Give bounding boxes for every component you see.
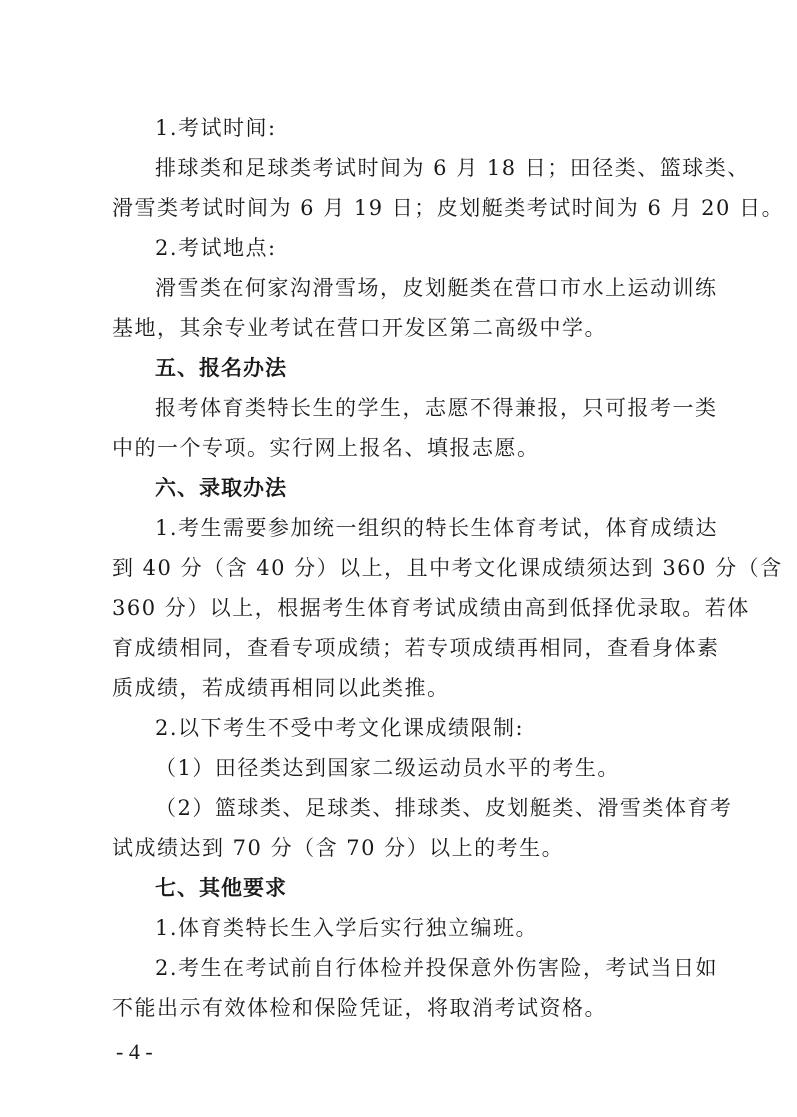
paragraph-line: 到 40 分（含 40 分）以上，且中考文化课成绩须达到 360 分（含 [112,556,783,580]
section-heading-other: 七、其他要求 [155,876,287,900]
exam-time-heading: 1.考试时间: [155,116,277,140]
paragraph-line: 质成绩，若成绩再相同以此类推。 [112,676,450,700]
page-number: - 4 - [116,1039,153,1064]
section-heading-registration: 五、报名办法 [155,356,287,380]
paragraph-line: 360 分）以上，根据考生体育考试成绩由高到低择优录取。若体 [112,596,750,620]
paragraph-line: 试成绩达到 70 分（含 70 分）以上的考生。 [112,836,565,860]
paragraph-line: 2.考生在考试前自行体检并投保意外伤害险，考试当日如 [155,956,719,980]
paragraph-line: 排球类和足球类考试时间为 6 月 18 日；田径类、篮球类、 [155,156,750,180]
exam-location-heading: 2.考试地点: [155,236,277,260]
paragraph-line: 不能出示有效体检和保险凭证，将取消考试资格。 [112,996,607,1020]
list-item: （1）田径类达到国家二级运动员水平的考生。 [155,756,620,780]
paragraph-line: 基地，其余专业考试在营口开发区第二高级中学。 [112,316,607,340]
paragraph-line: 育成绩相同，查看专项成绩；若专项成绩再相同，查看身体素 [112,636,720,660]
paragraph-line: 中的一个专项。实行网上报名、填报志愿。 [112,436,540,460]
paragraph-line: 2.以下考生不受中考文化课成绩限制: [155,716,525,740]
paragraph-line: 1.体育类特长生入学后实行独立编班。 [155,916,539,940]
paragraph-line: 1.考生需要参加统一组织的特长生体育考试，体育成绩达 [155,516,719,540]
list-item: （2）篮球类、足球类、排球类、皮划艇类、滑雪类体育考 [155,796,733,820]
section-heading-admission: 六、录取办法 [155,476,287,500]
paragraph-line: 滑雪类在何家沟滑雪场，皮划艇类在营口市水上运动训练 [155,276,718,300]
paragraph-line: 报考体育类特长生的学生，志愿不得兼报，只可报考一类 [155,396,718,420]
paragraph-line: 滑雪类考试时间为 6 月 19 日；皮划艇类考试时间为 6 月 20 日。 [112,196,785,220]
